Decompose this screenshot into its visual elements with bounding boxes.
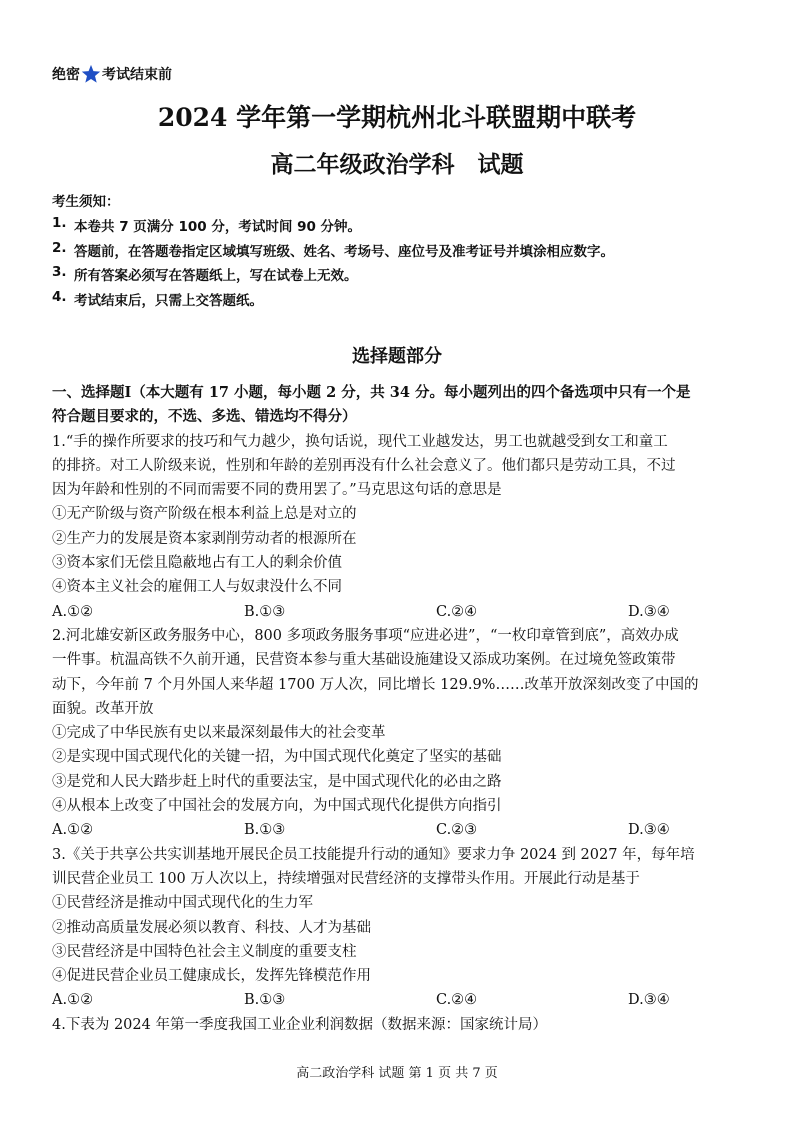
option-b: B.①③	[244, 603, 286, 620]
question-3	[52, 843, 744, 1013]
notice-item-number: 3.	[52, 264, 67, 280]
notice-item-number: 1.	[52, 215, 67, 231]
choice-statement: ②推动高质量发展必须以教育、科技、人才为基础	[52, 919, 371, 936]
option-a: A.①②	[52, 822, 94, 839]
choice-statement: ②是实现中国式现代化的关键一招，为中国式现代化奠定了坚实的基础	[52, 749, 502, 766]
choice-statement: ④促进民营企业员工健康成长，发挥先锋模范作用	[52, 968, 371, 985]
question-1	[52, 430, 744, 624]
exam-subtitle: 高二年级政治学科 试题	[270, 151, 524, 178]
choice-statement: ①民营经济是推动中国式现代化的生力军	[52, 895, 313, 912]
option-c: C.②④	[436, 603, 478, 620]
choice-statement: ③资本家们无偿且隐蔽地占有工人的剩余价值	[52, 555, 342, 572]
part-heading-line: 符合题目要求的，不选、多选、错选均不得分）	[52, 408, 357, 426]
choice-statement: ②生产力的发展是资本家剥削劳动者的根源所在	[52, 530, 357, 547]
question-2	[52, 624, 744, 843]
notice-item	[52, 240, 614, 265]
answer-options	[52, 818, 744, 842]
part-heading-line: 一、选择题Ⅰ（本大题有 17 小题，每小题 2 分，共 34 分。每小题列出的四个备选项中只有一个是	[52, 384, 691, 401]
option-c: C.②③	[436, 822, 478, 839]
question-stem-line: 3.《关于共享公共实训基地开展民企员工技能提升行动的通知》要求力争 2024 到 2027 年，每年培	[52, 846, 695, 863]
choice-statement: ①无产阶级与资产阶级在根本利益上总是对立的	[52, 506, 357, 523]
choice-statement: ③是党和人民大踏步赶上时代的重要法宝，是中国式现代化的必由之路	[52, 773, 502, 790]
confidential-mark	[52, 64, 172, 84]
question-stem-line: 训民营企业员工 100 万人次以上，持续增强对民营经济的支撑带头作用。开展此行动是基于	[52, 870, 640, 887]
notice-item-text: 考试结束后，只需上交答题纸。	[74, 292, 263, 309]
question-stem-line: 的排挤。对工人阶级来说，性别和年龄的差别再没有什么社会意义了。他们都只是劳动工具，不过	[52, 457, 676, 474]
choice-statement: ④从根本上改变了中国社会的发展方向，为中国式现代化提供方向指引	[52, 798, 502, 815]
option-d: D.③④	[628, 603, 670, 620]
question-stem-line: 4.下表为 2024 年第一季度我国工业企业利润数据（数据来源：国家统计局）	[52, 1016, 547, 1033]
option-b: B.①③	[244, 992, 286, 1009]
option-d: D.③④	[628, 992, 670, 1009]
notice-item	[52, 215, 614, 240]
notice-item-text: 所有答案必须写在答题纸上，写在试卷上无效。	[74, 268, 358, 284]
confidential-label: 绝密	[52, 67, 80, 83]
star-icon	[81, 64, 101, 84]
notice-item	[52, 264, 614, 289]
question-stem-line: 一件事。杭温高铁不久前开通，民营资本参与重大基础设施建设又添成功案例。在过境免签政策带	[52, 652, 676, 669]
option-b: B.①③	[244, 822, 286, 839]
question-4	[52, 1013, 744, 1037]
exam-title: 2024 学年第一学期杭州北斗联盟期中联考	[157, 103, 637, 132]
notice-item-number: 4.	[52, 288, 67, 305]
notice-item-text: 答题前，在答题卷指定区域填写班级、姓名、考场号、座位号及准考证号并填涂相应数字。	[74, 243, 614, 260]
question-content	[52, 381, 744, 1037]
choice-statement: ③民营经济是中国特色社会主义制度的重要支柱	[52, 943, 357, 960]
question-stem-line: 因为年龄和性别的不同而需要不同的费用罢了。”马克思这句话的意思是	[52, 482, 502, 499]
notice-heading: 考生须知：	[52, 194, 120, 210]
question-stem-line: 动下，今年前 7 个月外国人来华超 1700 万人次，同比增长 129.9%……改革开放深刻改变了中国的	[52, 676, 699, 693]
notice-item	[52, 289, 614, 314]
option-a: A.①②	[52, 992, 94, 1009]
notice-item-text: 本卷共 7 页满分 100 分，考试时间 90 分钟。	[74, 219, 362, 235]
question-stem-line: 2.河北雄安新区政务服务中心，800 多项政务服务事项“应进必进”，“一枚印章管到底”，高效办成	[52, 627, 679, 644]
answer-options	[52, 600, 744, 624]
option-d: D.③④	[628, 822, 670, 839]
choice-statement: ①完成了中华民族有史以来最深刻最伟大的社会变革	[52, 725, 386, 742]
answer-options	[52, 988, 744, 1012]
option-a: A.①②	[52, 603, 94, 620]
confidential-suffix: 考试结束前	[102, 67, 172, 83]
choice-statement: ④资本主义社会的雇佣工人与奴隶没什么不同	[52, 579, 342, 596]
page-footer: 高二政治学科 试题 第 1 页 共 7 页	[296, 1066, 498, 1081]
question-stem-line: 面貌。改革开放	[52, 700, 154, 717]
section-title: 选择题部分	[352, 346, 442, 367]
option-c: C.②④	[436, 992, 478, 1009]
question-stem-line: 1.“手的操作所要求的技巧和气力越少，换句话说，现代工业越发达，男工也就越受到女工和童工	[52, 433, 668, 450]
notice-block	[52, 190, 614, 313]
notice-item-number: 2.	[52, 239, 67, 256]
